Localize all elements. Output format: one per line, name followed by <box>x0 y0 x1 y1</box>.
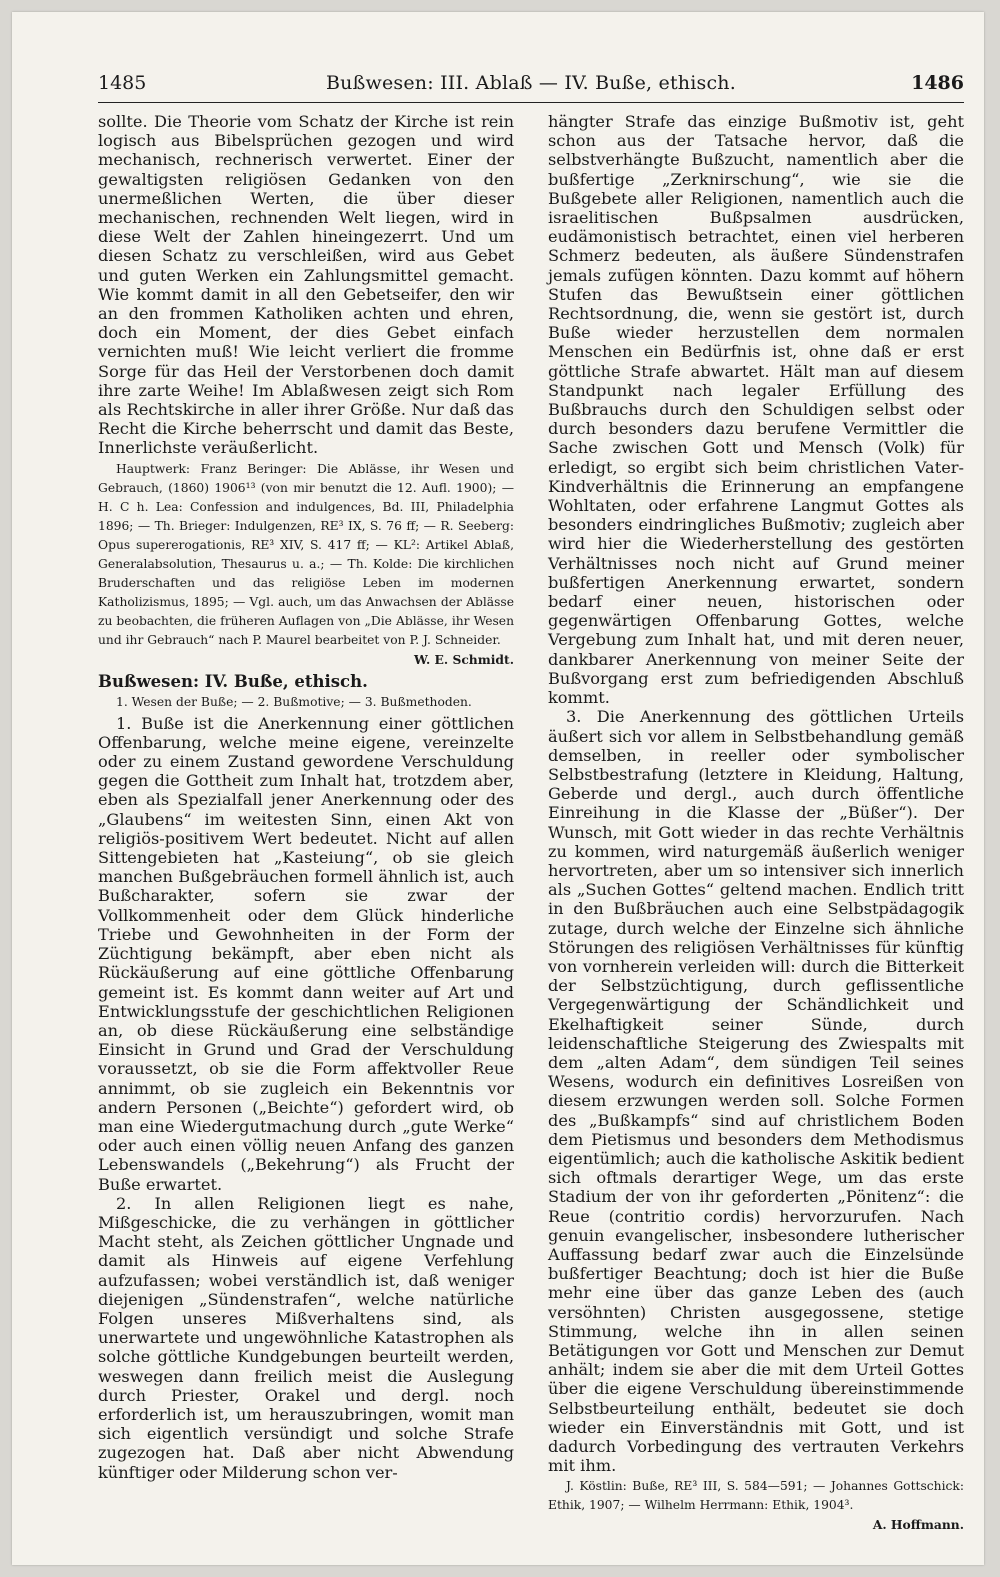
bibliography: J. Köstlin: Buße, RE³ III, S. 584—591; — Johannes Gottschick: Ethik, 1907; — Wilhelm Herrmann: Ethik, 1904³. <box>548 1479 964 1513</box>
author-signature: A. Hoffmann. <box>872 1517 964 1533</box>
running-header <box>98 68 964 103</box>
left-column <box>98 112 514 1507</box>
article-paragraph: 1. Buße ist die Anerkennung einer göttlichen Offenbarung, welche meine eigene, vereinzelte oder zu einem Zustand gewordene Verschuldung gegen die Gottheit zum Inhalt hat, trotzdem aber, eben als Spezialfall jener Anerkennung oder des „Glaubens“ im weitesten Sinn, einen Akt von religiös-positivem Wert bedeutet. Nicht auf allen Sittengebieten hat „Kasteiung“, ob sie gleich manchen Bußgebräuchen formell ähnlich ist, auch Bußcharakter, sofern sie zwar der Vollkommenheit oder dem Glück hinderliche Triebe und Gewohnheiten in der Form der Züchtigung bekämpft, aber eben nicht als Rückäußerung auf eine göttliche Offenbarung gemeint ist. Es kommt dann weiter auf Art und Entwicklungsstufe der geschichtlichen Religionen an, ob diese Rückäußerung eine selbständige Einsicht in Grund und Grad der Verschuldung voraussetzt, ob sie die Form affektvoller Reue annimmt, ob sie zugleich ein Bekenntnis vor andern Personen („Beichte“) gefordert wird, ob man eine Wiedergutmachung durch „gute Werke“ oder auch einen völlig neuen Anfang des ganzen Lebenswandels („Bekehrung“) als Frucht der Buße erwartet. <box>98 713 514 1194</box>
section-heading: Bußwesen: IV. Buße, ethisch. <box>98 671 368 691</box>
page-number-left: 1485 <box>98 72 147 94</box>
article-paragraph: 3. Die Anerkennung des göttlichen Urteils äußert sich vor allem in Selbstbehandlung gemäß demselben, in reeller oder symbolischer Selbstbestrafung (letztere in Kleidung, Haltung, Geberde und dergl., auch durch öffentliche Einreihung in die Klasse der „Büßer“). Der Wunsch, mit Gott wieder in das rechte Verhältnis zu kommen, wird naturgemäß äußerlich weniger hervortreten, aber um so intensiver sich innerlich als „Suchen Gottes“ geltend machen. Endlich tritt in den Bußbräuchen auch eine Selbstpädagogik zutage, durch welche der Einzelne sich ähnliche Störungen des religiösen Verhältnisses für künftig von vornherein verleiden will: durch die Bitterkeit der Selbstzüchtigung, durch geflissentliche Vergegenwärtigung der Schändlichkeit und Ekelhaftigkeit seiner Sünde, durch leidenschaftliche Steigerung des Zwiespalts mit dem „alten Adam“, dem sündigen Teil seines Wesens, wodurch ein definitives Losreißen von diesem erzwungen werden soll. Solche Formen des „Bußkampfs“ sind auf christlichem Boden dem Pietismus und besonders dem Methodismus eigentümlich; auch die katholische Askitik bedient sich oftmals derartiger Wege, um das erste Stadium der von ihr geforderten „Pönitenz“: die Reue (contritio cordis) hervorzurufen. Nach genuin evangelischer, insbesondere lutherischer Auffassung bedarf zwar auch die Einzelsünde bußfertiger Beachtung; doch ist hier die Buße mehr eine über das ganze Leben des (auch versöhnten) Christen ausgegossene, stetige Stimmung, welche ihn in allen seinen Betätigungen vor Gott und Menschen zur Demut anhält; indem sie aber die mit dem Urteil Gottes über die eigene Verschuldung übereinstimmende Selbstbeurteilung enthält, bedeutet sie doch wieder ein Einverständnis mit Gott, und ist dadurch Vorbedingung des vertrauten Verkehrs mit ihm. <box>548 707 964 1476</box>
right-column <box>548 112 964 1533</box>
section-contents: 1. Wesen der Buße; — 2. Bußmotive; — 3. Bußmethoden. <box>116 694 472 709</box>
author-signature: W. E. Schmidt. <box>414 651 514 667</box>
article-paragraph: sollte. Die Theorie vom Schatz der Kirche ist rein logisch aus Bibelsprüchen gezogen und wird mechanisch, rechnerisch verwertet. Einer der gewaltigsten religiösen Gedanken von den unermeßlichen Werten, die über dieser mechanischen, rechnenden Welt liegen, wird in diese Welt der Zahlen hineingezerrt. Und um diesen Schatz zu verschleißen, wird aus Gebet und guten Werken ein Zahlungsmittel gemacht. Wie kommt damit in all den Gebetseifer, den wir an den frommen Katholiken achten und ehren, doch ein Moment, der dies Gebet einfach vernichten muß! Wie leicht verliert die fromme Sorge für das Heil der Verstorbenen doch damit ihre zarte Weihe! Im Ablaßwesen zeigt sich Rom als Rechtskirche in aller ihrer Größe. Nur daß das Recht die Kirche beherrscht und damit das Beste, Innerlichste veräußerlicht. <box>98 112 514 458</box>
page <box>12 12 984 1565</box>
page-number-right: 1486 <box>911 72 964 94</box>
article-paragraph: hängter Strafe das einzige Bußmotiv ist, geht schon aus der Tatsache hervor, daß die selbstverhängte Bußzucht, namentlich aber die bußfertige „Zerknirschung“, wie sie die Bußgebete aller Religionen, namentlich auch die israelitischen Bußpsalmen ausdrücken, eudämonistisch betrachtet, einen viel herberen Schmerz bedeuten, als äußere Sündenstrafen jemals zufügen könnten. Dazu kommt auf höhern Stufen das Bewußtsein einer göttlichen Rechtsordnung, die, wenn sie gestört ist, durch Buße wieder herzustellen dem normalen Menschen ein Bedürfnis ist, ohne daß er erst göttliche Strafe abwartet. Hält man auf diesem Standpunkt nach legaler Erfüllung des Bußbrauchs durch den Schuldigen selbst oder durch besonders dazu berufene Vermittler die Sache zwischen Gott und Mensch (Volk) für erledigt, so ergibt sich beim christlichen Vater-Kindverhältnis die Erinnerung an empfangene Wohltaten, oder erfahrene Langmut Gottes als besonders eindringliches Bußmotiv; zugleich aber wird hier die Wiederherstellung des gestörten Verhältnisses noch nicht auf Grund meiner bußfertigen Anerkennung erwartet, sondern bedarf einer neuen, historischen oder gegenwärtigen Offenbarung Gottes, welche Vergebung zum Inhalt hat, und mit deren neuer, dankbarer Anerkennung von meiner Seite der Bußvorgang erst zum befriedigenden Abschluß kommt. <box>548 112 964 708</box>
bibliography: Hauptwerk: Franz Beringer: Die Ablässe, ihr Wesen und Gebrauch, (1860) 1906¹³ (von mir benutzt die 12. Aufl. 1900); — H. C h. Lea: Confession and indulgences, Bd. III, Philadelphia 1896; — Th. Brieger: Indulgenzen, RE³ IX, S. 76 ff; — R. Seeberg: Opus supererogationis, RE³ XIV, S. 417 ff; — KL²: Artikel Ablaß, Generalabsolution, Thesaurus u. a.; — Th. Kolde: Die kirchlichen Bruderschaften und das religiöse Leben im modernen Katholizismus, 1895; — Vgl. auch, um das Anwachsen der Ablässe zu beobachten, die früheren Auflagen von „Die Ablässe, ihr Wesen und ihr Gebrauch“ nach P. Maurel bearbeitet von P. J. Schneider. <box>98 461 514 647</box>
article-paragraph: 2. In allen Religionen liegt es nahe, Mißgeschicke, die zu verhängen in göttlicher Macht steht, als Zeichen göttlicher Ungnade und damit als Hinweis auf eigene Verfehlung aufzufassen; wobei verständlich ist, daß weniger diejenigen „Sündenstrafen“, welche natürliche Folgen unseres Mißverhaltens sind, als unerwartete und ungewöhnliche Katastrophen als solche göttliche Kundgebungen beurteilt werden, weswegen dann freilich meist die Auslegung durch Priester, Orakel und dergl. noch erforderlich ist, um herauszubringen, womit man sich eigentlich versündigt und solche Strafe zugezogen hat. Daß aber nicht Abwendung künftiger oder Milderung schon ver- <box>98 1193 514 1482</box>
running-title: Bußwesen: III. Ablaß — IV. Buße, ethisch. <box>326 72 736 94</box>
